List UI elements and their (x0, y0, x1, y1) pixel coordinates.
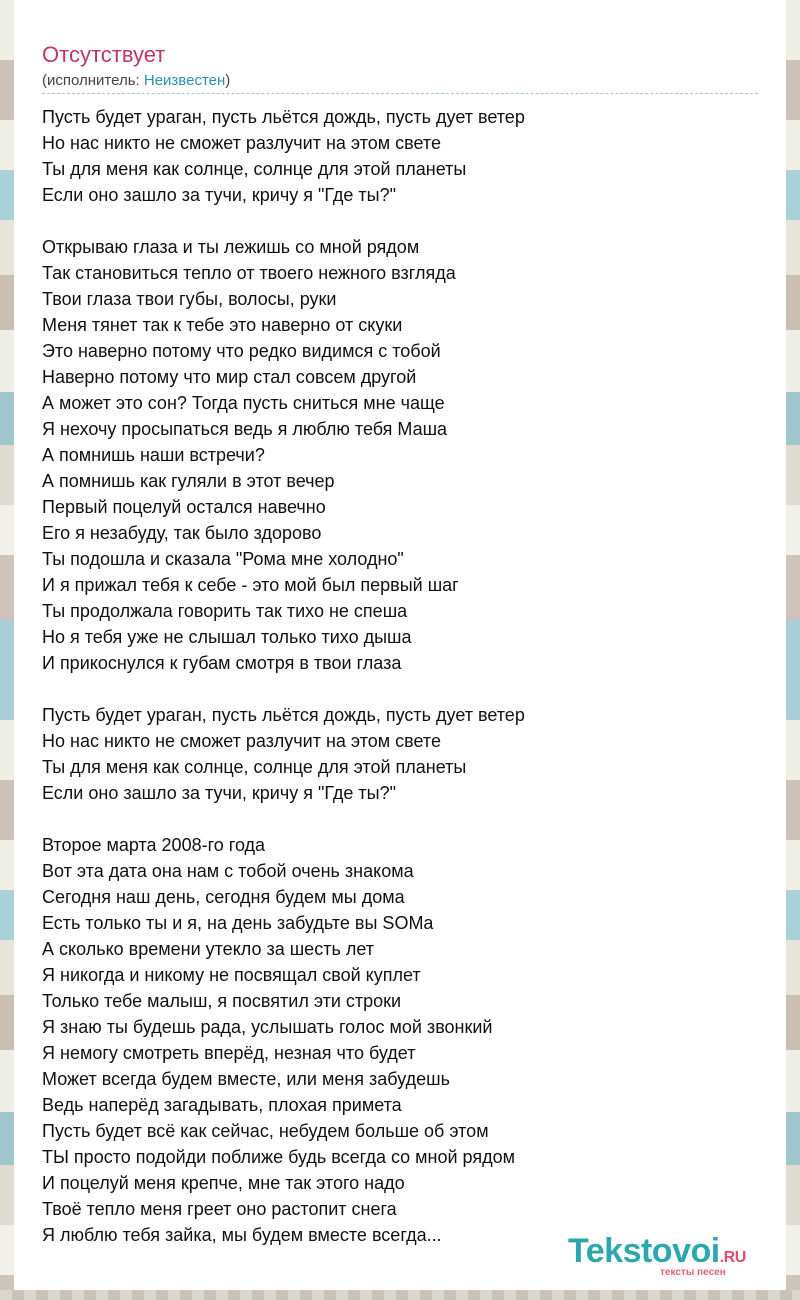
lyric-line: Я нехочу просыпаться ведь я люблю тебя Маша (42, 419, 448, 439)
lyrics-verse-2 (42, 234, 525, 676)
lyric-line: Но я тебя уже не слышал только тихо дыша (42, 627, 412, 647)
lyric-line: Сегодня наш день, сегодня будем мы дома (42, 887, 405, 907)
lyric-line: Ты для меня как солнце, солнце для этой планеты (42, 159, 467, 179)
lyric-line: Может всегда будем вместе, или меня забудешь (42, 1069, 450, 1089)
lyric-line: Его я незабуду, так было здорово (42, 523, 322, 543)
stanza-gap (42, 208, 525, 234)
lyric-line: Открываю глаза и ты лежишь со мной рядом (42, 237, 420, 257)
lyric-line: Пусть будет ураган, пусть льётся дождь, пусть дует ветер (42, 705, 525, 725)
lyric-line: Я люблю тебя зайка, мы будем вместе всегда... (42, 1225, 442, 1245)
logo-name: Tekstovoi (568, 1232, 720, 1270)
stanza-gap (42, 806, 525, 832)
lyric-line: Второе марта 2008-го года (42, 835, 266, 855)
lyric-line: Я немогу смотреть вперёд, незная что будет (42, 1043, 416, 1063)
lyric-line: Только тебе малыш, я посвятил эти строки (42, 991, 402, 1011)
lyric-line: Твоё тепло меня греет оно растопит снега (42, 1199, 397, 1219)
artist-prefix: (исполнитель: (42, 72, 144, 89)
lyric-line: ТЫ просто подойди поближе будь всегда со мной рядом (42, 1147, 515, 1167)
artist-line (42, 72, 758, 94)
lyrics-verse-4 (42, 832, 525, 1248)
lyrics-text (42, 104, 525, 1248)
lyric-line: И я прижал тебя к себе - это мой был первый шаг (42, 575, 459, 595)
lyric-line: А помнишь наши встречи? (42, 445, 265, 465)
lyric-line: А может это сон? Тогда пусть сниться мне чаще (42, 393, 445, 413)
lyric-line: Первый поцелуй остался навечно (42, 497, 326, 517)
lyric-line: Но нас никто не сможет разлучит на этом свете (42, 133, 441, 153)
lyrics-verse-1 (42, 104, 525, 208)
song-title: Отсутствует (42, 42, 166, 67)
lyric-line: Но нас никто не сможет разлучит на этом свете (42, 731, 441, 751)
lyric-line: Ты для меня как солнце, солнце для этой планеты (42, 757, 467, 777)
lyric-line: Есть только ты и я, на день забудьте вы SOMa (42, 913, 434, 933)
lyric-line: Я никогда и никому не посвящал свой куплет (42, 965, 421, 985)
lyric-line: И поцелуй меня крепче, мне так этого надо (42, 1173, 405, 1193)
lyrics-verse-3 (42, 702, 525, 806)
lyric-line: Наверно потому что мир стал совсем другой (42, 367, 417, 387)
lyric-line: И прикоснулся к губам смотря в твои глаза (42, 653, 402, 673)
lyric-line: Ведь наперёд загадывать, плохая примета (42, 1095, 402, 1115)
lyric-line: Пусть будет всё как сейчас, небудем больше об этом (42, 1121, 489, 1141)
logo-tagline: тексты песен (660, 1267, 726, 1278)
bottom-border (0, 1290, 800, 1300)
artist-suffix: ) (225, 72, 231, 89)
lyric-line: Если оно зашло за тучи, кричу я "Где ты?" (42, 783, 396, 803)
lyric-line: Это наверно потому что редко видимся с тобой (42, 341, 441, 361)
site-logo[interactable] (568, 1233, 778, 1281)
lyric-line: Ты подошла и сказала "Рома мне холодно" (42, 549, 404, 569)
lyric-line: А помнишь как гуляли в этот вечер (42, 471, 335, 491)
lyric-line: А сколько времени утекло за шесть лет (42, 939, 374, 959)
lyric-line: Так становиться тепло от твоего нежного взгляда (42, 263, 456, 283)
lyric-line: Пусть будет ураган, пусть льётся дождь, пусть дует ветер (42, 107, 525, 127)
stanza-gap (42, 676, 525, 702)
lyric-line: Ты продолжала говорить так тихо не спеша (42, 601, 408, 621)
lyric-line: Я знаю ты будешь рада, услышать голос мой звонкий (42, 1017, 493, 1037)
artist-link[interactable]: Неизвестен (143, 72, 226, 89)
lyric-line: Твои глаза твои губы, волосы, руки (42, 289, 337, 309)
lyric-line: Меня тянет так к тебе это наверно от скуки (42, 315, 403, 335)
lyric-line: Вот эта дата она нам с тобой очень знакома (42, 861, 414, 881)
lyric-line: Если оно зашло за тучи, кричу я "Где ты?" (42, 185, 396, 205)
logo-domain: .RU (719, 1249, 746, 1266)
